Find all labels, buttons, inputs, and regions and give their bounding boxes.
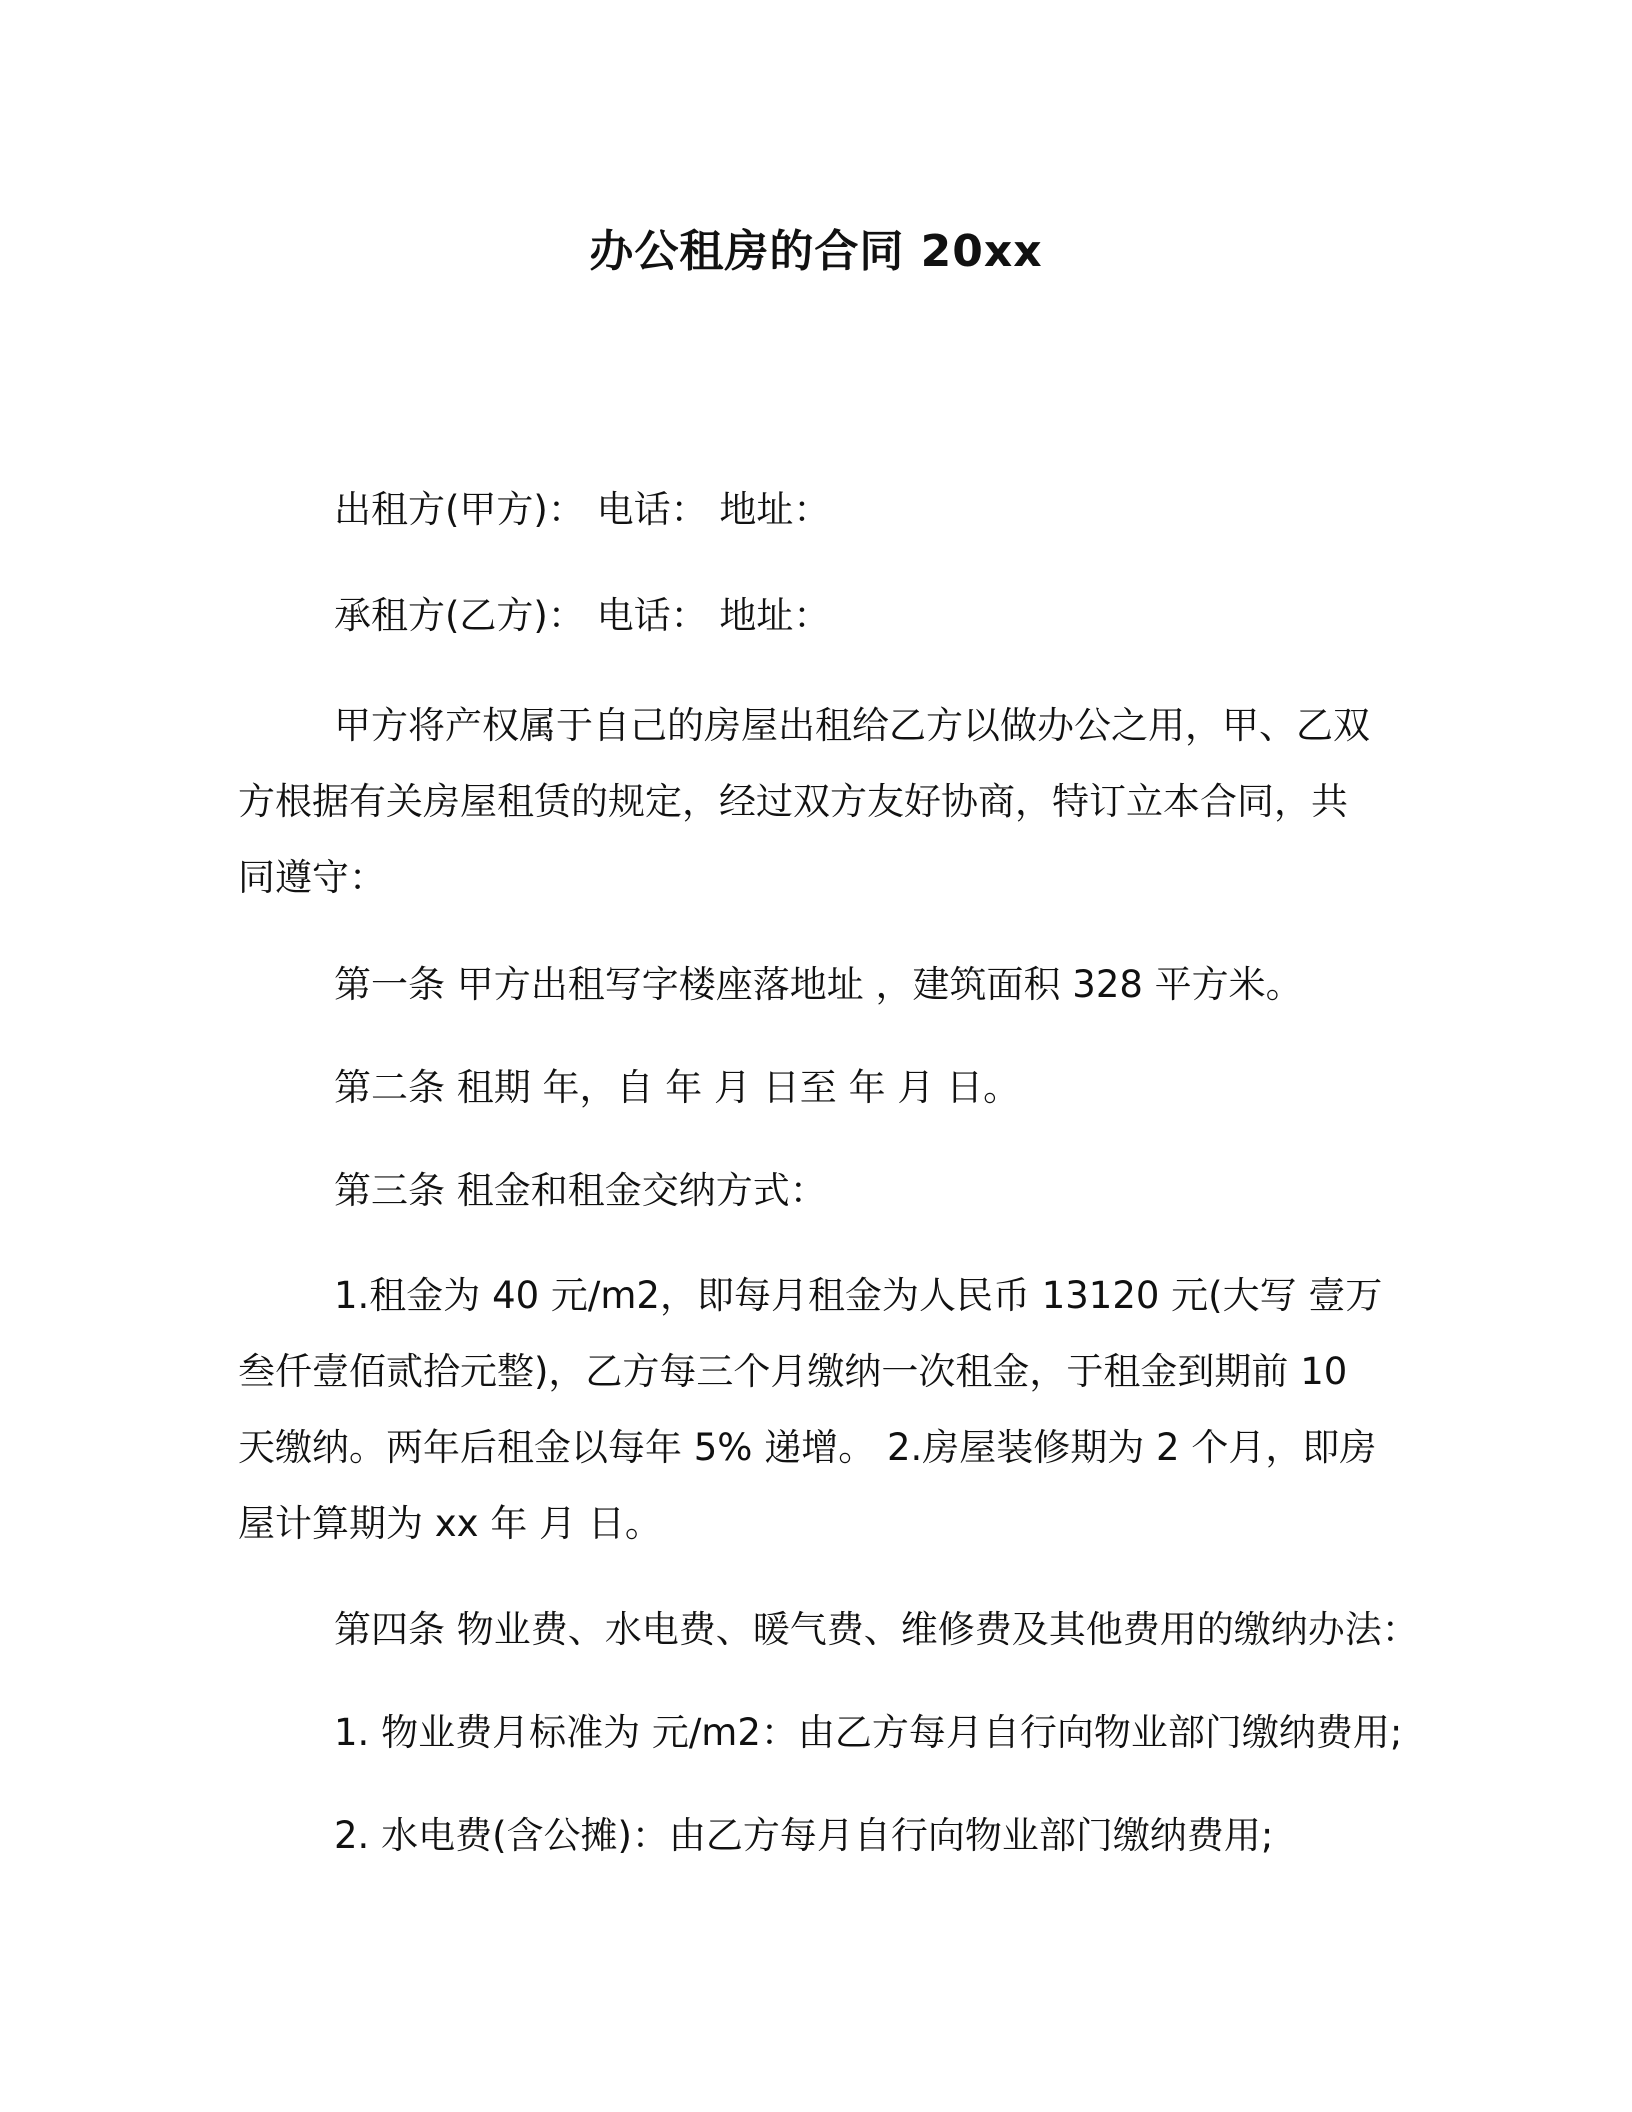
paragraph-preamble (238, 688, 1408, 916)
paragraph-line: 方根据有关房屋租赁的规定，经过双方友好协商，特订立本合同，共 (238, 780, 1348, 823)
paragraph-line: 同遵守： (238, 856, 386, 899)
document-title: 办公租房的合同 20xx (589, 226, 1043, 277)
paragraph-line: 1. 物业费月标准为 元/m2：由乙方每月自行向物业部门缴纳费用; (334, 1711, 1403, 1754)
paragraph-article-4 (238, 1592, 1419, 1668)
paragraph-article-4-item-2 (238, 1798, 1408, 1874)
paragraph-line: 屋计算期为 xx 年 月 日。 (238, 1502, 662, 1545)
paragraph-line: 第二条 租期 年，自 年 月 日至 年 月 日。 (334, 1066, 1021, 1109)
paragraph-line: 1.租金为 40 元/m2，即每月租金为人民币 13120 元(大写 壹万 (334, 1274, 1383, 1317)
paragraph-article-3-item-1 (238, 1258, 1408, 1562)
paragraph-line: 第一条 甲方出租写字楼座落地址 ，建筑面积 328 平方米。 (334, 963, 1303, 1006)
paragraph-article-1 (238, 947, 1408, 1023)
paragraph-line: 叁仟壹佰贰拾元整)，乙方每三个月缴纳一次租金，于租金到期前 10 (238, 1350, 1348, 1393)
paragraph-line: 甲方将产权属于自己的房屋出租给乙方以做办公之用，甲、乙双 (334, 704, 1370, 747)
paragraph-article-3 (238, 1153, 1408, 1229)
paragraph-line: 第三条 租金和租金交纳方式： (334, 1169, 827, 1212)
paragraph-line: 天缴纳。两年后租金以每年 5% 递增。 2.房屋装修期为 2 个月，即房 (238, 1426, 1377, 1469)
paragraph-article-4-item-1 (238, 1695, 1408, 1771)
paragraph-line: 出租方(甲方)： 电话： 地址： (334, 488, 831, 531)
paragraph-lessor (238, 472, 1408, 548)
paragraph-article-2 (238, 1050, 1408, 1126)
paragraph-line: 第四条 物业费、水电费、暖气费、维修费及其他费用的缴纳办法： (334, 1608, 1419, 1651)
paragraph-line: 2. 水电费(含公摊)：由乙方每月自行向物业部门缴纳费用; (334, 1814, 1274, 1857)
paragraph-line: 承租方(乙方)： 电话： 地址： (334, 594, 831, 637)
paragraph-lessee (238, 578, 1408, 654)
